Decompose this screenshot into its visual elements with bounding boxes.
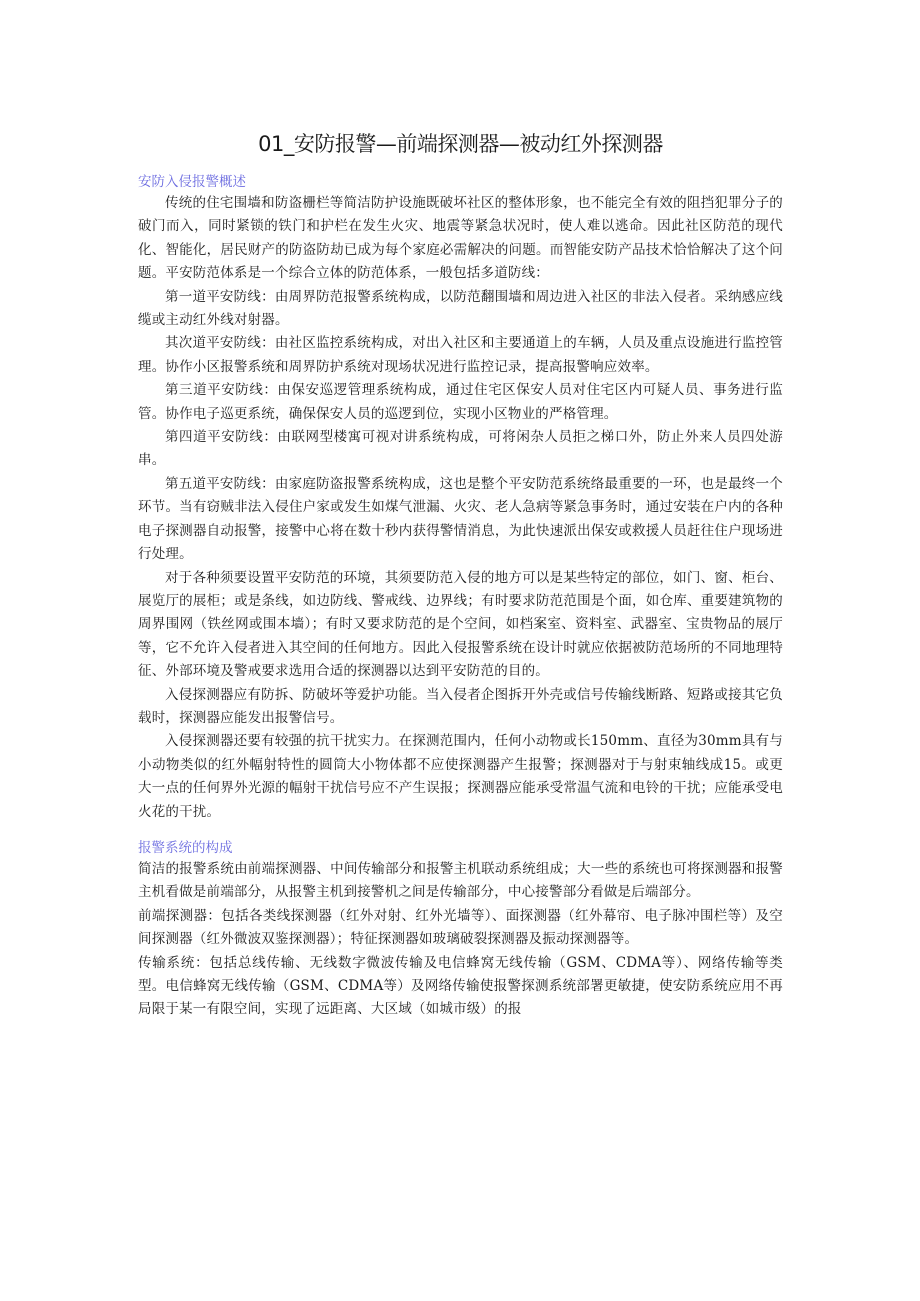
paragraph: 第四道平安防线：由联网型楼寓可视对讲系统构成，可将闲杂人员拒之梯口外，防止外来人员四处游串。 — [138, 429, 783, 469]
paragraph: 第三道平安防线：由保安巡逻管理系统构成，通过住宅区保安人员对住宅区内可疑人员、事务进行监管。协作电子巡更系统，确保保安人员的巡逻到位，实现小区物业的严格管理。 — [138, 382, 783, 422]
paragraph: 简洁的报警系统由前端探测器、中间传输部分和报警主机联动系统组成；大一些的系统也可将探测器和报警主机看做是前端部分，从报警主机到接警机之间是传输部分，中心接警部分看做是后端部分。 — [138, 860, 783, 901]
paragraph: 传统的住宅围墙和防盗栅栏等简洁防护设施既破坏社区的整体形象，也不能完全有效的阻挡犯罪分子的破门而入，同时紧锁的铁门和护栏在发生火灾、地震等紧急状况时，使人难以逃命。因此社区防范的现代化、智能化，居民财产的防盗防劫已成为每个家庭必需解决的问题。而智能安防产品技术恰恰解决了这个问题。平安防范体系是一个综合立体的防范体系，一般包括多道防线： — [138, 195, 783, 282]
section-intrusion-overview — [138, 172, 783, 824]
paragraph: 其次道平安防线：由社区监控系统构成，对出入社区和主要通道上的车辆，人员及重点设施进行监控管理。协作小区报警系统和周界防护系统对现场状况进行监控记录，提高报警响应效率。 — [138, 335, 783, 375]
paragraph: 第一道平安防线：由周界防范报警系统构成，以防范翻围墙和周边进入社区的非法入侵者。采纳感应线缆或主动红外线对射器。 — [138, 288, 783, 329]
section-alarm-system-composition — [138, 838, 783, 1022]
document-title: 01_安防报警—前端探测器—被动红外探测器 — [258, 132, 663, 156]
paragraph: 传输系统：包括总线传输、无线数字微波传输及电信蜂窝无线传输（GSM、CDMA等）、网络传输等类型。电信蜂窝无线传输（GSM、CDMA等）及网络传输使报警探测系统部署更敏捷，使安防系统应用不再局限于某一有限空间，实现了远距离、大区域（如城市级）的报 — [138, 954, 783, 1018]
paragraph: 对于各种须要设置平安防范的环境，其须要防范入侵的地方可以是某些特定的部位，如门、窗、柜台、展览厅的展柜；或是条线，如边防线、警戒线、边界线；有时要求防范范围是个面，如仓库、重要建筑物的周界围网（铁丝网或围本墙）；有时又要求防范的是个空间，如档案室、资料室、武器室、宝贵物品的展厅等，它不允许入侵者进入其空间的任何地方。因此入侵报警系统在设计时就应依据被防范场所的不同地理特征、外部环境及警戒要求选用合适的探测器以达到平安防范的目的。 — [138, 569, 783, 680]
paragraph: 第五道平安防线：由家庭防盗报警系统构成，这也是整个平安防范系统络最重要的一环，也是最终一个环节。当有窃贼非法入侵住户家或发生如煤气泄漏、火灾、老人急病等紧急事务时，通过安装在户内的各种电子探测器自动报警，接警中心将在数十秒内获得警情消息，为此快速派出保安或救援人员赶往住户现场进行处理。 — [138, 475, 783, 563]
paragraph: 入侵探测器还要有较强的抗干扰实力。在探测范围内，任何小动物或长150mm、直径为30mm具有与小动物类似的红外幅射特性的圆筒大小物体都不应使探测器产生报警；探测器对于与射束轴线成15。或更大一点的任何界外光源的幅射干扰信号应不产生误报；探测器应能承受常温气流和电铃的干扰；应能承受电火花的干扰。 — [138, 733, 783, 820]
section-heading: 报警系统的构成 — [138, 839, 233, 856]
paragraph: 前端探测器：包括各类线探测器（红外对射、红外光墙等）、面探测器（红外幕帘、电子脉冲围栏等）及空间探测器（红外微波双鉴探测器）；特征探测器如玻璃破裂探测器及振动探测器等。 — [138, 907, 783, 948]
paragraph: 入侵探测器应有防拆、防破坏等爱护功能。当入侵者企图拆开外壳或信号传输线断路、短路或接其它负载时，探测器应能发出报警信号。 — [138, 686, 783, 726]
document-page — [138, 126, 783, 1022]
section-heading: 安防入侵报警概述 — [138, 174, 246, 190]
